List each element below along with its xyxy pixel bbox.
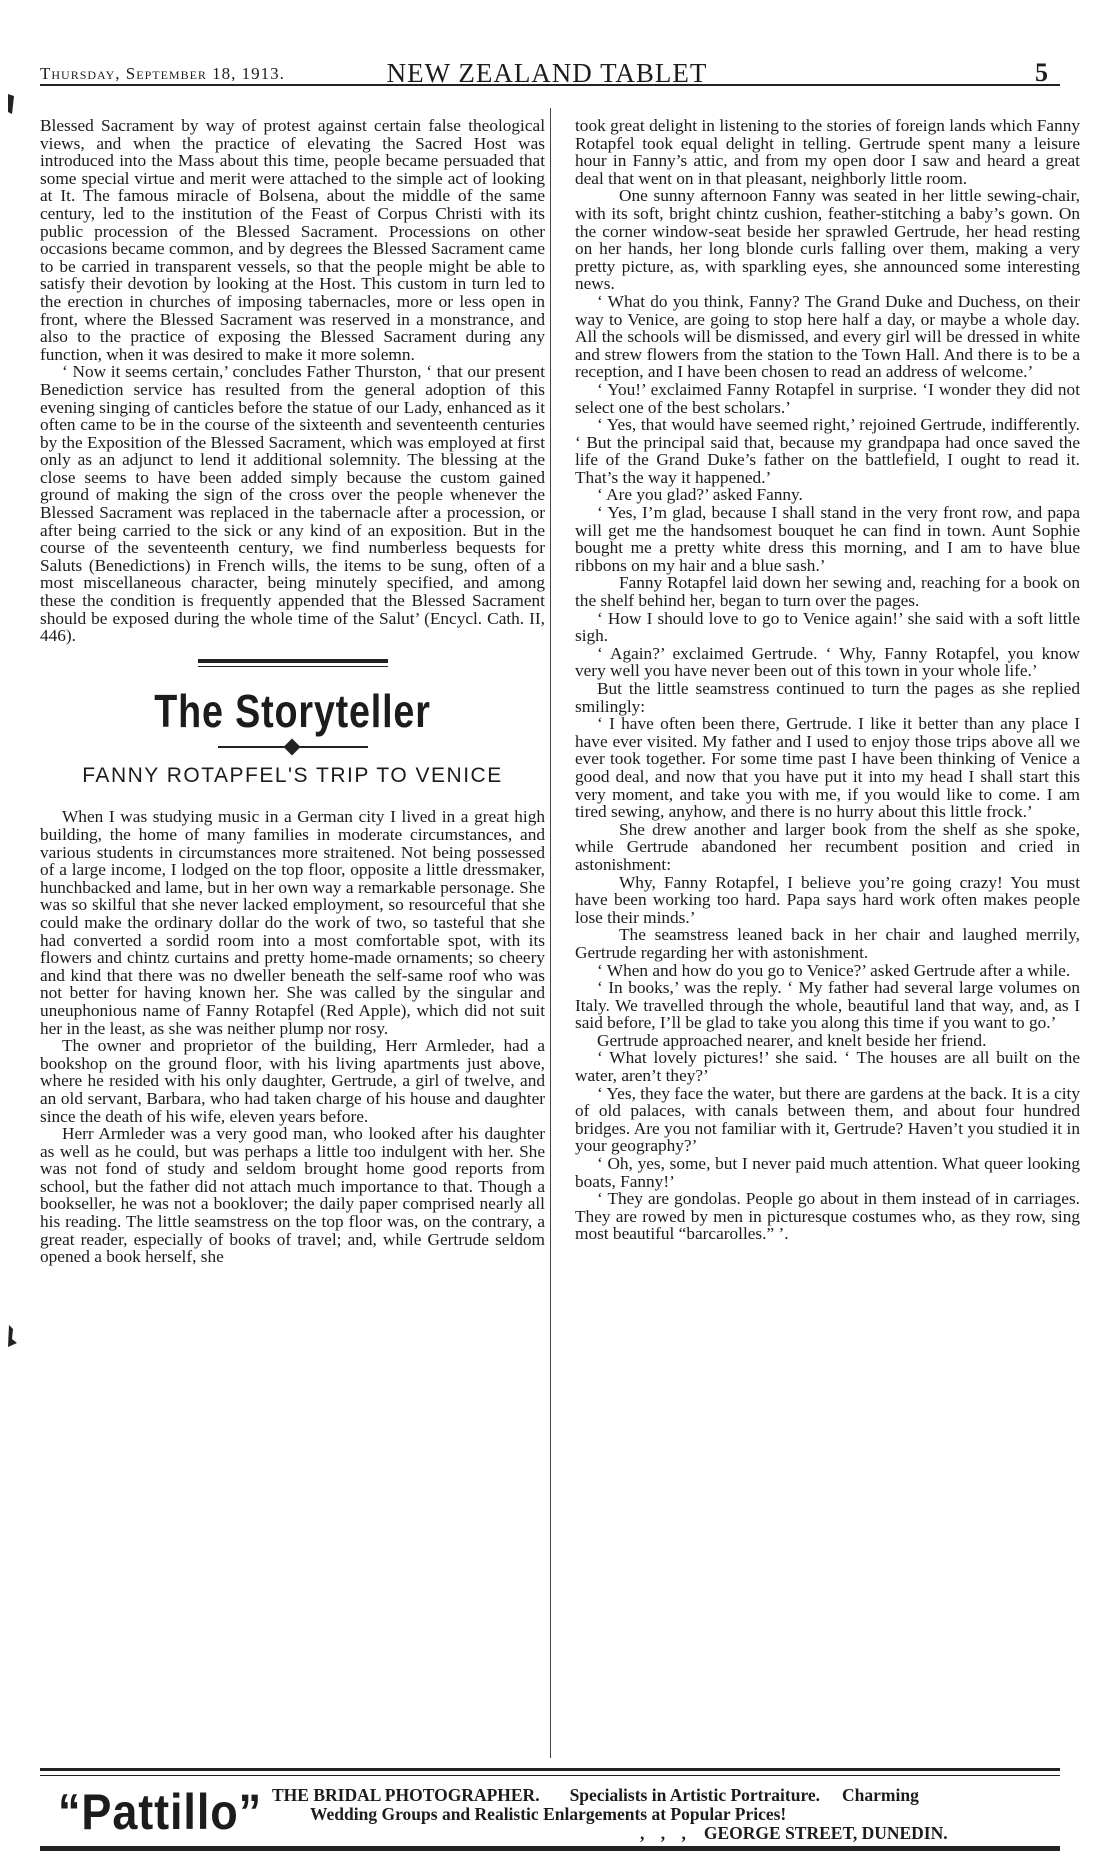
ornamental-divider — [218, 743, 368, 751]
left-column — [40, 117, 545, 1266]
story-paragraph: ‘ You!’ exclaimed Fanny Rotapfel in surprise. ‘I wonder they did not select one of the best scholars.’ — [575, 379, 1080, 417]
story-paragraph: took great delight in listening to the stories of foreign lands which Fanny Rotapfel took equal delight in telling. Gertrude spent many a leisure hour in Fanny’s attic, and from my open door I saw and heard a great deal that went on in that pleasant, neighborly little room. — [575, 116, 1080, 188]
column-divider — [550, 108, 551, 1758]
story-paragraph: Gertrude approached nearer, and knelt beside her friend. — [597, 1030, 987, 1050]
advertisement — [40, 1782, 1060, 1842]
footer-rule — [40, 1768, 1060, 1771]
margin-mark — [6, 92, 16, 116]
ad-business-type: THE BRIDAL PHOTOGRAPHER. — [272, 1785, 540, 1805]
page-number: 5 — [1035, 58, 1048, 87]
story-paragraph: ‘ When and how do you go to Venice?’ asked Gertrude after a while. — [597, 960, 1071, 980]
story-paragraph: Herr Armleder was a very good man, who looked after his daughter as well as he could, but was perhaps a little too indulgent with her. She was not fond of study and seldom brought home good reports from school, but the father did not attach much importance to that. Though a bookseller, he was not a booklover; the daily paper comprised nearly all his reading. The little seamstress on the top floor was, on the contrary, a great reader, especially of books of travel; and, while Gertrude seldom opened a book herself, she — [40, 1124, 545, 1267]
ad-street: GEORGE STREET, DUNEDIN. — [703, 1823, 948, 1843]
ad-address — [640, 1823, 948, 1844]
story-paragraph: ‘ Yes, that would have seemed right,’ rejoined Gertrude, indifferently. ‘ But the principal said that, because my grandpapa had once saved the life of the Grand Duke’s father on the battlefield, I ought to read it. That’s the way it happened.’ — [575, 415, 1080, 487]
story-paragraph: The owner and proprietor of the building, Herr Armleder, had a bookshop on the ground floor, with his living apartments just above, where he resided with his only daughter, Gertrude, a girl of twelve, and an old servant, Barbara, who had taken charge of his house and daughter since the death of his wife, eleven years before. — [40, 1036, 545, 1126]
story-paragraph: ‘ Oh, yes, some, but I never paid much attention. What queer looking boats, Fanny!’ — [575, 1154, 1080, 1191]
footer-rule — [40, 1775, 1060, 1776]
story-paragraph: ‘ Yes, I’m glad, because I shall stand in the very front row, and papa will get me the handsomest bouquet he can find in town. Aunt Sophie bought me a pretty white dress this morning, and I am to have blue ribbons on my hair and a blue sash.’ — [575, 503, 1080, 575]
header-rule — [40, 84, 1060, 86]
ad-specialty: Specialists in Artistic Portraiture. — [569, 1785, 821, 1805]
story-paragraph: ‘ Are you glad?’ asked Fanny. — [597, 485, 803, 505]
story-paragraph: She drew another and larger book from the shelf as she spoke, while Gertrude abandoned her recumbent position and cried in astonishment: — [575, 819, 1080, 874]
story-paragraph: The seamstress leaned back in her chair and laughed merrily, Gertrude regarding her with astonishment. — [575, 925, 1080, 962]
footer-rule — [40, 1846, 1060, 1851]
article-paragraph: ‘ Now it seems certain,’ concludes Father Thurston, ‘ that our present Benediction service has resulted from the general adoption of this evening singing of canticles before the statue of our Lady, enhanced as it often came to be in the course of the sixteenth and seventeenth centuries by the Exposition of the Blessed Sacrament, which was employed at first only as an adjunct to lend it additional solemnity. The blessing at the close seems to have been added simply because the custom gained ground of making the sign of the cross over the people whenever the Blessed Sacrament was replaced in the tabernacle after a procession, or after being carried to the sick or any kind of an exposition. But in the course of the seventeenth century, we find numberless bequests for Saluts (Benedictions) in French wills, the items to be sung, often of a most miscellaneous character, being minutely specified, and among these the condition is frequently appended that the Blessed Sacrament should be exposed during the whole time of the Salut’ (Encycl. Cath. II, 446). — [40, 362, 545, 646]
story-paragraph: But the little seamstress continued to turn the pages as she replied smilingly: — [575, 679, 1080, 716]
story-paragraph: ‘ What lovely pictures!’ she said. ‘ The houses are all built on the water, aren’t they?’ — [575, 1048, 1080, 1086]
right-column — [575, 117, 1080, 1243]
ad-tagline-start: Charming — [842, 1785, 919, 1805]
ad-dots: , , , — [640, 1823, 692, 1843]
ad-line: Wedding Groups and Realistic Enlargements at Popular Prices! — [310, 1804, 787, 1824]
story-paragraph: ‘ Yes, they face the water, but there are gardens at the back. It is a city of old palaces, with canals between them, and about four hundred bridges. Are you not familiar with it, Gertrude? Haven’t you studied it in your geography?’ — [575, 1083, 1080, 1156]
story-paragraph: One sunny afternoon Fanny was seated in her little sewing-chair, with its soft, bright chintz cushion, feather-stitching a baby’s gown. On the corner window-seat beside her sprawled Gertrude, her head resting on her hands, her long blonde curls falling over them, making a very pretty picture, as, with sparkling eyes, she announced some interesting news. — [575, 186, 1080, 294]
story-paragraph: ‘ How I should love to go to Venice again!’ she said with a soft little sigh. — [575, 608, 1080, 646]
section-heading: The Storyteller — [154, 684, 431, 737]
story-paragraph: ‘ They are gondolas. People go about in them instead of in carriages. They are rowed by men in picturesque costumes who, as they row, sing most beautiful “barcarolles.” ’. — [575, 1189, 1080, 1244]
story-title: FANNY ROTAPFEL'S TRIP TO VENICE — [82, 763, 503, 787]
story-paragraph: When I was studying music in a German city I lived in a great high building, the home of many families in moderate circumstances, and various students in circumstances more straitened. Not being possessed of a large income, I lodged on the top floor, opposite a little dressmaker, hunchbacked and lame, but in her own way a remarkable personage. She was so skilful that she never lacked employment, so resourceful that she could make the ordinary dollar do the work of two, so tasteful that she had converted a sordid room into a most comfortable spot, with its flowers and chintz curtains and pretty home-made ornaments; so cheery and kind that there was no dweller beneath the self-same roof who was not better for having known her. She was called by the singular and uneuphonious name of Fanny Rotapfel (Red Apple), which did not suit her in the least, as she was neither plump nor rosy. — [40, 807, 545, 1038]
story-paragraph: ‘ I have often been there, Gertrude. I like it better than any place I have ever visited. My father and I used to enjoy those trips above all we ever took together. For some time past I have been thinking of Venice a good deal, and now that you have put it into my head I shall start this very moment, and take you with me, if you would like to come. I am tired sewing, anyhow, and there is no hurry about this little frock.’ — [575, 714, 1080, 822]
ad-line — [272, 1785, 919, 1806]
margin-mark — [6, 1323, 18, 1349]
story-paragraph: ‘ What do you think, Fanny? The Grand Duke and Duchess, on their way to Venice, are going to stop here half a day, or maybe a whole day. All the schools will be dismissed, and every girl will be dressed in white and strew flowers from the station to the Town Hall. And there is to be a reception, and I have been chosen to read an address of welcome.’ — [575, 291, 1080, 382]
article-paragraph: Blessed Sacrament by way of protest against certain false theological views, and when the practice of elevating the Sacred Host was introduced into the Mass about this time, people became persuaded that some special virtue and merit were attached to the simple act of looking at It. The famous miracle of Bolsena, about the middle of the same century, led to the institution of the Feast of Corpus Christi with its public procession of the Blessed Sacrament. Processions on other occasions became common, and by degrees the Blessed Sacrament came to be carried in transparent vessels, so that the people might be able to satisfy their devotion by looking at the Host. This custom in turn led to the erection in churches of imposing tabernacles, more or less open in front, where the Blessed Sacrament was reserved in a monstrance, and also to the practice of exposing the Blessed Sacrament during any function, when it was desired to make it more solemn. — [40, 116, 545, 364]
story-paragraph: ‘ In books,’ was the reply. ‘ My father had several large volumes on Italy. We travelled through the whole, beautiful land that way, and, as I said before, I’ll be glad to take you along this time if you want to go.’ — [575, 978, 1080, 1033]
publication-title: NEW ZEALAND TABLET — [386, 58, 708, 88]
section-rule — [198, 666, 388, 667]
story-paragraph: Fanny Rotapfel laid down her sewing and, reaching for a book on the shelf behind her, began to turn over the pages. — [575, 573, 1080, 611]
ad-brand-name: “Pattillo” — [58, 1784, 263, 1840]
section-rule — [198, 659, 388, 663]
issue-date: Thursday, September 18, 1913. — [40, 64, 285, 83]
story-paragraph: Why, Fanny Rotapfel, I believe you’re going crazy! You must have been working too hard. Papa says hard work often makes people lose their minds.’ — [575, 872, 1080, 927]
story-paragraph: ‘ Again?’ exclaimed Gertrude. ‘ Why, Fanny Rotapfel, you know very well you have never been out of this town in your whole life.’ — [575, 643, 1080, 681]
